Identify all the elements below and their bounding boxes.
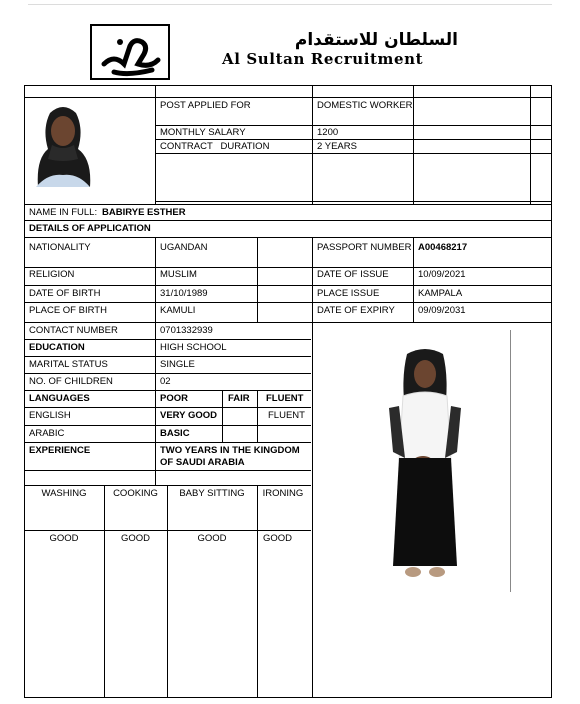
language-poor-header: POOR xyxy=(160,393,188,404)
nationality-value: UGANDAN xyxy=(160,242,208,253)
top-band xyxy=(28,4,552,5)
children-label: NO. OF CHILDREN xyxy=(29,376,113,387)
skill-cooking-value: GOOD xyxy=(120,533,151,544)
monthly-salary-value: 1200 xyxy=(317,127,339,138)
date-of-birth-label: DATE OF BIRTH xyxy=(29,288,101,299)
skill-washing-value: GOOD xyxy=(49,533,79,544)
place-of-birth-label: PLACE OF BIRTH xyxy=(29,305,107,316)
full-name-value: BABIRYE ESTHER xyxy=(102,207,186,218)
date-of-issue-value: 10/09/2021 xyxy=(418,269,466,280)
education-label: EDUCATION xyxy=(29,342,85,353)
skill-baby-sitting-value: GOOD xyxy=(197,533,227,544)
english-fluent: FLUENT xyxy=(268,410,305,421)
date-of-expiry-value: 09/09/2031 xyxy=(418,305,466,316)
full-name-label: NAME IN FULL: xyxy=(29,207,98,218)
passport-number-label: PASSPORT NUMBER xyxy=(317,242,412,253)
applicant-full-body-photo xyxy=(385,348,465,583)
place-of-birth-value: KAMULI xyxy=(160,305,196,316)
experience-line1: TWO YEARS IN THE KINGDOM xyxy=(160,445,300,456)
education-value: HIGH SCHOOL xyxy=(160,342,227,353)
section-title: DETAILS OF APPLICATION xyxy=(29,223,151,234)
contract-duration-value: 2 YEARS xyxy=(317,141,357,152)
contact-number-label: CONTACT NUMBER xyxy=(29,325,118,336)
arabic-value: BASIC xyxy=(160,428,190,439)
marital-status-value: SINGLE xyxy=(160,359,195,370)
contact-number-value: 0701332939 xyxy=(160,325,213,336)
skill-cooking-header: COOKING xyxy=(113,488,158,499)
post-applied-label: POST APPLIED FOR xyxy=(160,100,251,111)
languages-label: LANGUAGES xyxy=(29,393,90,404)
nationality-label: NATIONALITY xyxy=(29,242,91,253)
experience-line2: OF SAUDI ARABIA xyxy=(160,457,245,468)
place-issue-value: KAMPALA xyxy=(418,288,463,299)
religion-value: MUSLIM xyxy=(160,269,197,280)
date-of-birth-value: 31/10/1989 xyxy=(160,288,208,299)
children-value: 02 xyxy=(160,376,171,387)
language-fair-header: FAIR xyxy=(228,393,250,404)
english-value: VERY GOOD xyxy=(160,410,218,421)
place-issue-label: PLACE ISSUE xyxy=(317,288,380,299)
applicant-portrait-photo xyxy=(28,99,98,187)
company-name-arabic: السلطان للاستقدام xyxy=(294,30,458,50)
language-fluent-header: FLUENT xyxy=(266,393,304,404)
skill-baby-sitting-header: BABY SITTING xyxy=(179,488,245,499)
skill-ironing-value: GOOD xyxy=(263,533,293,544)
company-logo xyxy=(90,24,170,80)
skill-ironing-header: IRONING xyxy=(262,488,304,499)
religion-label: RELIGION xyxy=(29,269,75,280)
skill-washing-header: WASHING xyxy=(41,488,87,499)
english-label: ENGLISH xyxy=(29,410,71,421)
post-applied-value: DOMESTIC WORKER xyxy=(317,100,413,111)
company-name-english: Al Sultan Recruitment xyxy=(222,50,424,68)
passport-number-value: A00468217 xyxy=(418,242,468,253)
contract-duration-label: CONTRACT DURATION xyxy=(160,141,270,152)
date-of-expiry-label: DATE OF EXPIRY xyxy=(317,305,395,316)
marital-status-label: MARITAL STATUS xyxy=(29,359,108,370)
experience-label: EXPERIENCE xyxy=(29,445,91,456)
date-of-issue-label: DATE OF ISSUE xyxy=(317,269,389,280)
arabic-label: ARABIC xyxy=(29,428,65,439)
monthly-salary-label: MONTHLY SALARY xyxy=(160,127,246,138)
